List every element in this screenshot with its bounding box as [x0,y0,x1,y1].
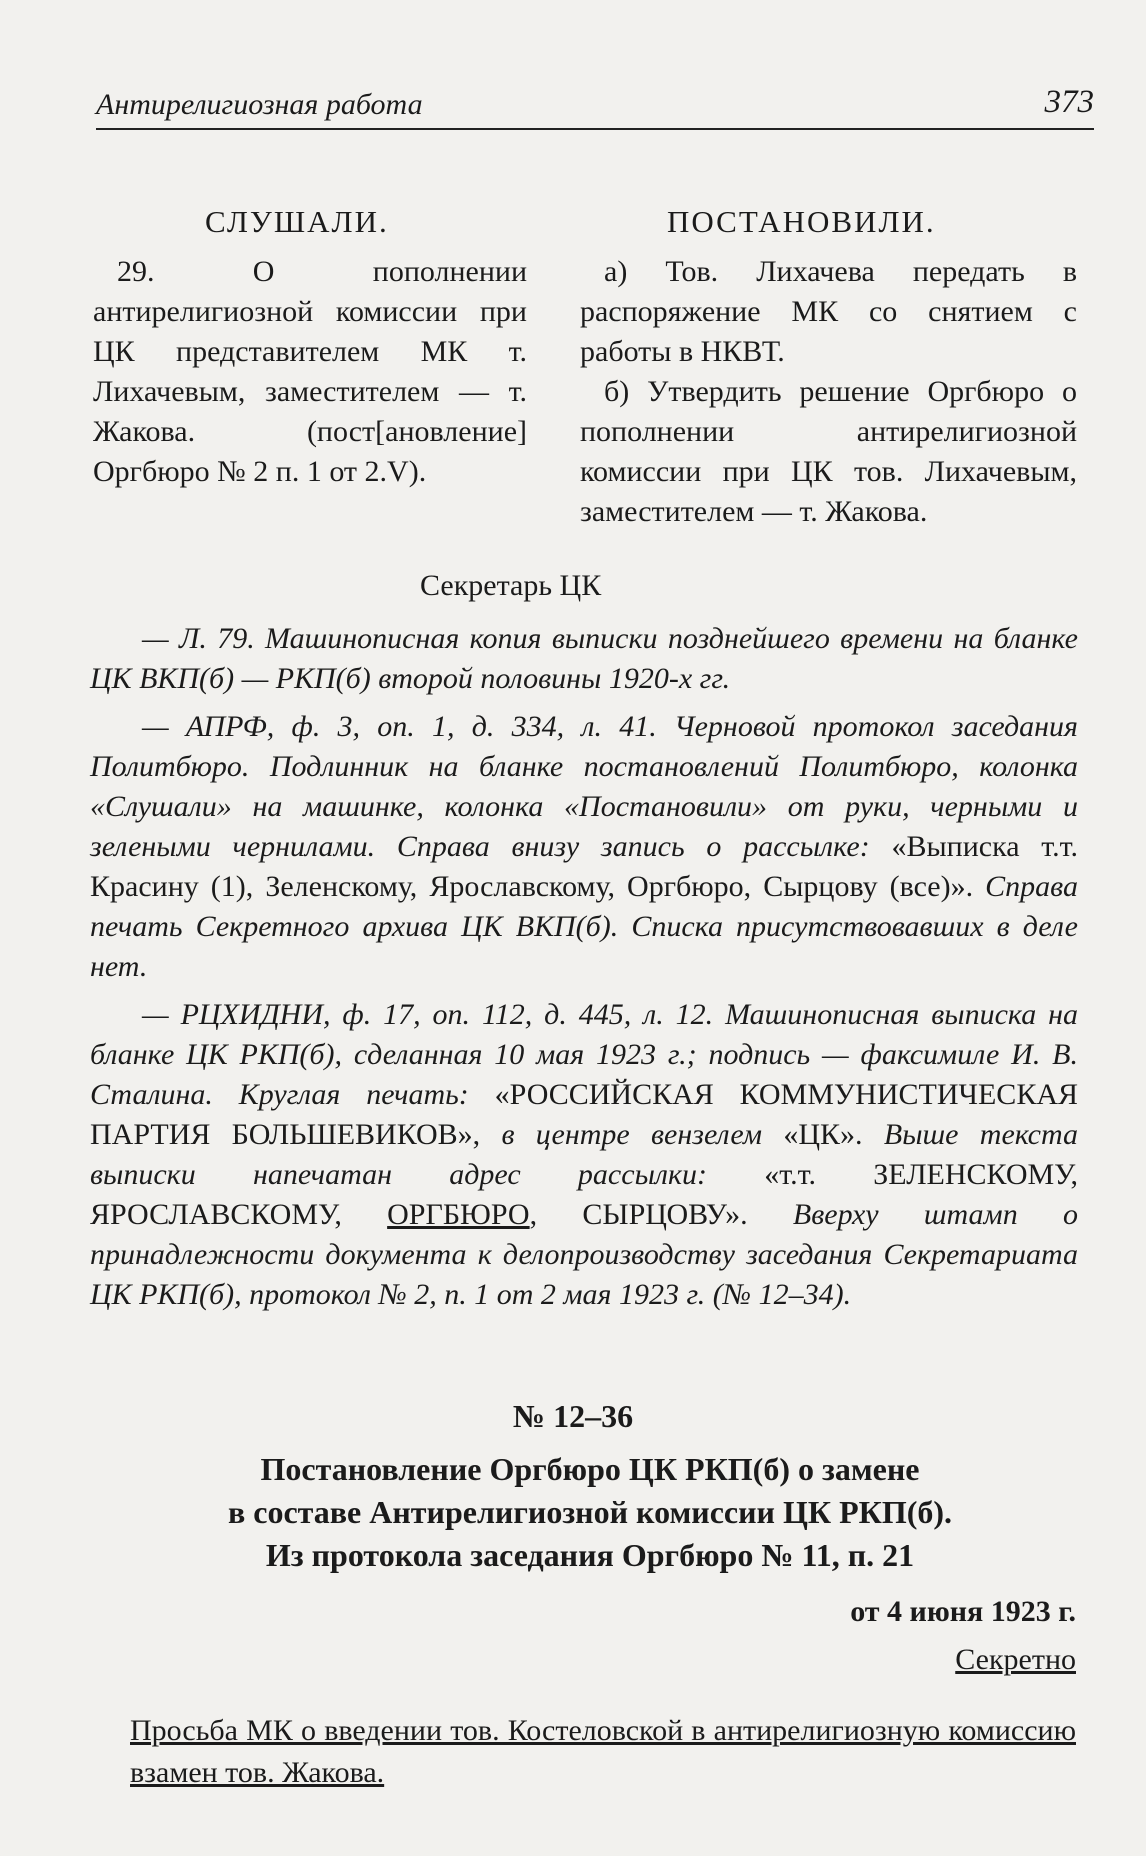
note-3-part-a: — РЦХИДНИ, ф. 17, оп. 112, д. 445, л. 12. Машинописная выписка на бланке ЦК РКП(б), сделанная 10 мая 1923 г.; подпись — факсимиле И. В. Сталина. Круглая печать: [90,998,1078,1111]
section-title: Антирелигиозная работа [96,88,423,121]
note-3-part-h: , СЫРЦОВУ». [529,1198,793,1231]
note-3-part-f: «т.т. ЗЕЛЕНСКОМУ, ЯРОСЛАВСКОМУ, [90,1158,1079,1231]
note-2 [90,707,1078,987]
note-3-part-d: «ЦК». [762,1118,884,1151]
heard-column [93,252,527,492]
running-header [96,84,1094,130]
note-3-part-i: Вверху штамп о принадлежности документа к делопроизводству заседания Секретариата ЦК РКП(б), протокол № 2, п. 1 от 2 мая 1923 г. (№ 12–34). [90,1198,1078,1311]
note-3-part-b: «РОССИЙСКАЯ КОММУНИСТИЧЕСКАЯ ПАРТИЯ БОЛЬШЕВИКОВ», [90,1078,1078,1151]
page-number: 373 [1044,84,1094,120]
document-date: от 4 июня 1923 г. [850,1595,1076,1628]
heard-heading: СЛУШАЛИ. [205,204,389,239]
archival-notes [90,619,1078,1323]
document-title-line-3: Из протокола заседания Оргбюро № 11, п. 21 [265,1537,915,1573]
document-number: № 12–36 [512,1398,634,1434]
note-1: — Л. 79. Машинописная копия выписки позднейшего времени на бланке ЦК ВКП(б) — РКП(б) второй половины 1920-х гг. [90,622,1078,695]
resolved-item-a: а) Тов. Лихачева передать в распоряжение МК со снятием с работы в НКВТ. [580,255,1077,368]
document-title-line-2: в составе Антирелигиозной комиссии ЦК РКП(б). [227,1494,953,1530]
note-2-part-a: — АПРФ, ф. 3, оп. 1, д. 334, л. 41. Черновой протокол заседания Политбюро. Подлинник на бланке постановлений Политбюро, колонка «Слушали» на машинке, колонка «Постановили» от руки, черными и зелеными чернилами. Справа внизу запись о рассылке: [90,710,1078,863]
note-3 [90,995,1078,1315]
document-title [140,1448,1040,1577]
document-title-line-1: Постановление Оргбюро ЦК РКП(б) о замене [260,1451,920,1487]
resolved-column [580,252,1077,532]
resolved-item-b: б) Утвердить решение Оргбюро о пополнении антирелигиозной комиссии при ЦК тов. Лихачевым, заместителем — т. Жакова. [580,375,1077,528]
note-3-part-g: ОРГБЮРО [387,1198,530,1231]
classification-mark: Секретно [955,1643,1076,1676]
request-text: Просьба МК о введении тов. Костеловской в антирелигиозную комиссию взамен тов. Жакова. [130,1714,1076,1789]
note-2-part-c: Справа печать Секретного архива ЦК ВКП(б). Списка присутствовавших в деле нет. [90,870,1078,983]
note-3-part-e: Выше текста выписки напечатан адрес рассылки: [90,1118,1079,1191]
note-3-part-c: в центре вензелем [501,1118,763,1151]
resolved-heading: ПОСТАНОВИЛИ. [667,204,936,239]
note-2-part-b: «Выписка т.т. Красину (1), Зеленскому, Ярославскому, Оргбюро, Сырцову (все)». [90,830,1078,903]
heard-text: 29. О пополнении антирелигиозной комиссии при ЦК представителем МК т. Лихачевым, заместителем — т. Жакова. (пост[ановление] Оргбюро № 2 п. 1 от 2.V). [93,255,527,488]
secretary-signature: Секретарь ЦК [420,569,602,602]
